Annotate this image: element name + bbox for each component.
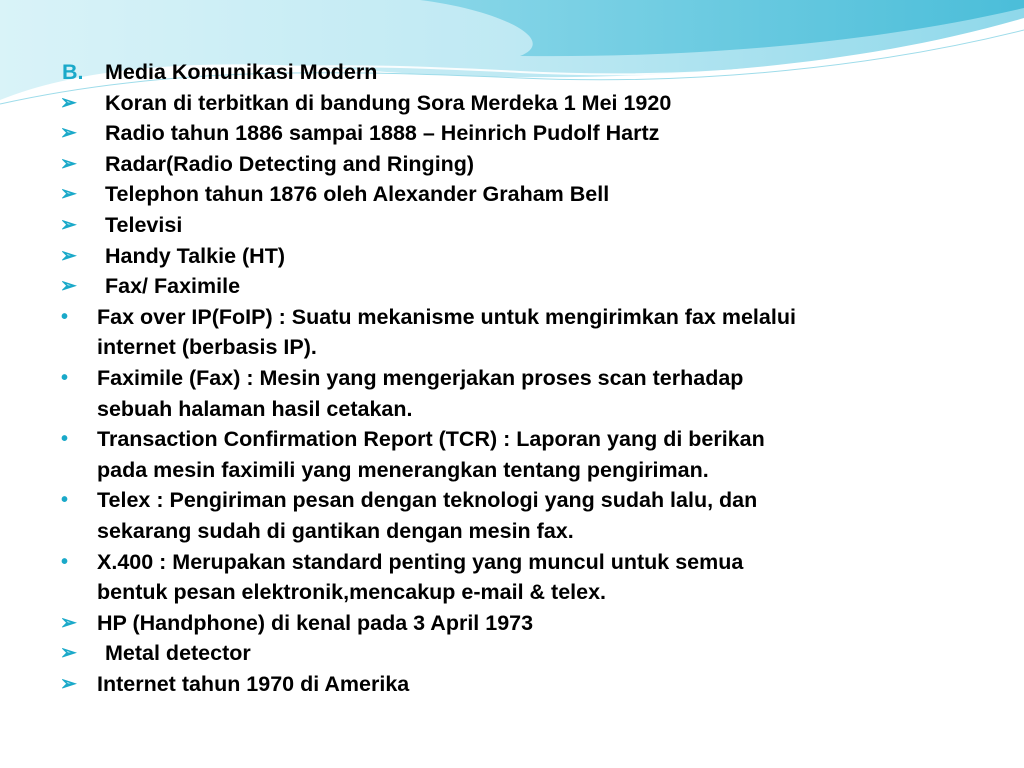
list-item-text bbox=[105, 149, 474, 180]
list-item-line: Koran di terbitkan di bandung Sora Merdeka 1 Mei 1920 bbox=[105, 90, 672, 115]
list-item-line: Handy Talkie (HT) bbox=[105, 243, 285, 268]
list-item-text bbox=[97, 363, 743, 424]
arrow-bullet-icon: ➢ bbox=[60, 183, 77, 206]
list-item-line: Radio tahun 1886 sampai 1888 – Heinrich Pudolf Hartz bbox=[105, 121, 660, 146]
list-item bbox=[0, 210, 1024, 241]
list-item bbox=[0, 88, 1024, 119]
list-item-line: bentuk pesan elektronik,mencakup e-mail & telex. bbox=[97, 580, 607, 605]
list-item-text bbox=[105, 241, 285, 272]
arrow-bullet-icon: ➢ bbox=[60, 611, 77, 634]
list-item-text bbox=[97, 608, 533, 639]
list-item-text bbox=[105, 88, 671, 119]
list-item bbox=[0, 149, 1024, 180]
bullet-dot-icon: • bbox=[61, 428, 69, 451]
list-item-text bbox=[97, 485, 757, 546]
list-item-line: Telephon tahun 1876 oleh Alexander Graham Bell bbox=[105, 182, 610, 207]
arrow-bullet-icon: ➢ bbox=[60, 122, 77, 145]
slide-content bbox=[0, 57, 1024, 699]
list-item-text bbox=[105, 271, 240, 302]
list-item-text bbox=[97, 669, 409, 700]
arrow-bullet-icon: ➢ bbox=[60, 152, 77, 175]
list-item-line: Faximile (Fax) : Mesin yang mengerjakan proses scan terhadap bbox=[97, 365, 744, 390]
bullet-dot-icon: • bbox=[61, 366, 69, 389]
list-item-line: sekarang sudah di gantikan dengan mesin fax. bbox=[97, 518, 574, 543]
list-item-line: Metal detector bbox=[105, 641, 251, 666]
list-item bbox=[0, 669, 1024, 700]
list-item bbox=[0, 424, 1024, 485]
list-item bbox=[0, 547, 1024, 608]
list-item-line: pada mesin faximili yang menerangkan tentang pengiriman. bbox=[97, 457, 709, 482]
list-item-text bbox=[105, 638, 251, 669]
arrow-bullet-icon: ➢ bbox=[60, 91, 77, 114]
arrow-bullet-icon: ➢ bbox=[60, 213, 77, 236]
bullet-dot-icon: • bbox=[61, 305, 69, 328]
list-item-line: X.400 : Merupakan standard penting yang muncul untuk semua bbox=[97, 549, 744, 574]
list-item bbox=[0, 638, 1024, 669]
list-item-line: Fax over IP(FoIP) : Suatu mekanisme untuk mengirimkan fax melalui bbox=[97, 304, 796, 329]
list-item-line: Televisi bbox=[105, 212, 183, 237]
list-item bbox=[0, 608, 1024, 639]
arrow-bullet-icon: ➢ bbox=[60, 275, 77, 298]
heading-row bbox=[0, 57, 1024, 88]
list-item-text bbox=[105, 179, 609, 210]
list-item-line: Radar(Radio Detecting and Ringing) bbox=[105, 151, 475, 176]
section-heading: Media Komunikasi Modern bbox=[105, 60, 378, 84]
list-item bbox=[0, 241, 1024, 272]
list-item-text bbox=[97, 424, 765, 485]
list-item-line: internet (berbasis IP). bbox=[97, 335, 317, 360]
list-item-line: Transaction Confirmation Report (TCR) : Laporan yang di berikan bbox=[97, 427, 765, 452]
list-item-line: Internet tahun 1970 di Amerika bbox=[97, 671, 410, 696]
list-item-line: sebuah halaman hasil cetakan. bbox=[97, 396, 413, 421]
bullet-list bbox=[0, 88, 1024, 700]
list-item bbox=[0, 302, 1024, 363]
list-item bbox=[0, 271, 1024, 302]
section-letter: B. bbox=[62, 60, 84, 84]
list-item bbox=[0, 179, 1024, 210]
list-item bbox=[0, 485, 1024, 546]
list-item-line: Telex : Pengiriman pesan dengan teknologi yang sudah lalu, dan bbox=[97, 488, 758, 513]
arrow-bullet-icon: ➢ bbox=[60, 642, 77, 665]
arrow-bullet-icon: ➢ bbox=[60, 672, 77, 695]
arrow-bullet-icon: ➢ bbox=[60, 244, 77, 267]
list-item bbox=[0, 118, 1024, 149]
list-item-text bbox=[97, 302, 796, 363]
list-item bbox=[0, 363, 1024, 424]
list-item-text bbox=[97, 547, 743, 608]
list-item-line: HP (Handphone) di kenal pada 3 April 1973 bbox=[97, 610, 534, 635]
list-item-line: Fax/ Faximile bbox=[105, 274, 241, 299]
bullet-dot-icon: • bbox=[61, 550, 69, 573]
bullet-dot-icon: • bbox=[61, 489, 69, 512]
list-item-text bbox=[105, 210, 182, 241]
list-item-text bbox=[105, 118, 659, 149]
